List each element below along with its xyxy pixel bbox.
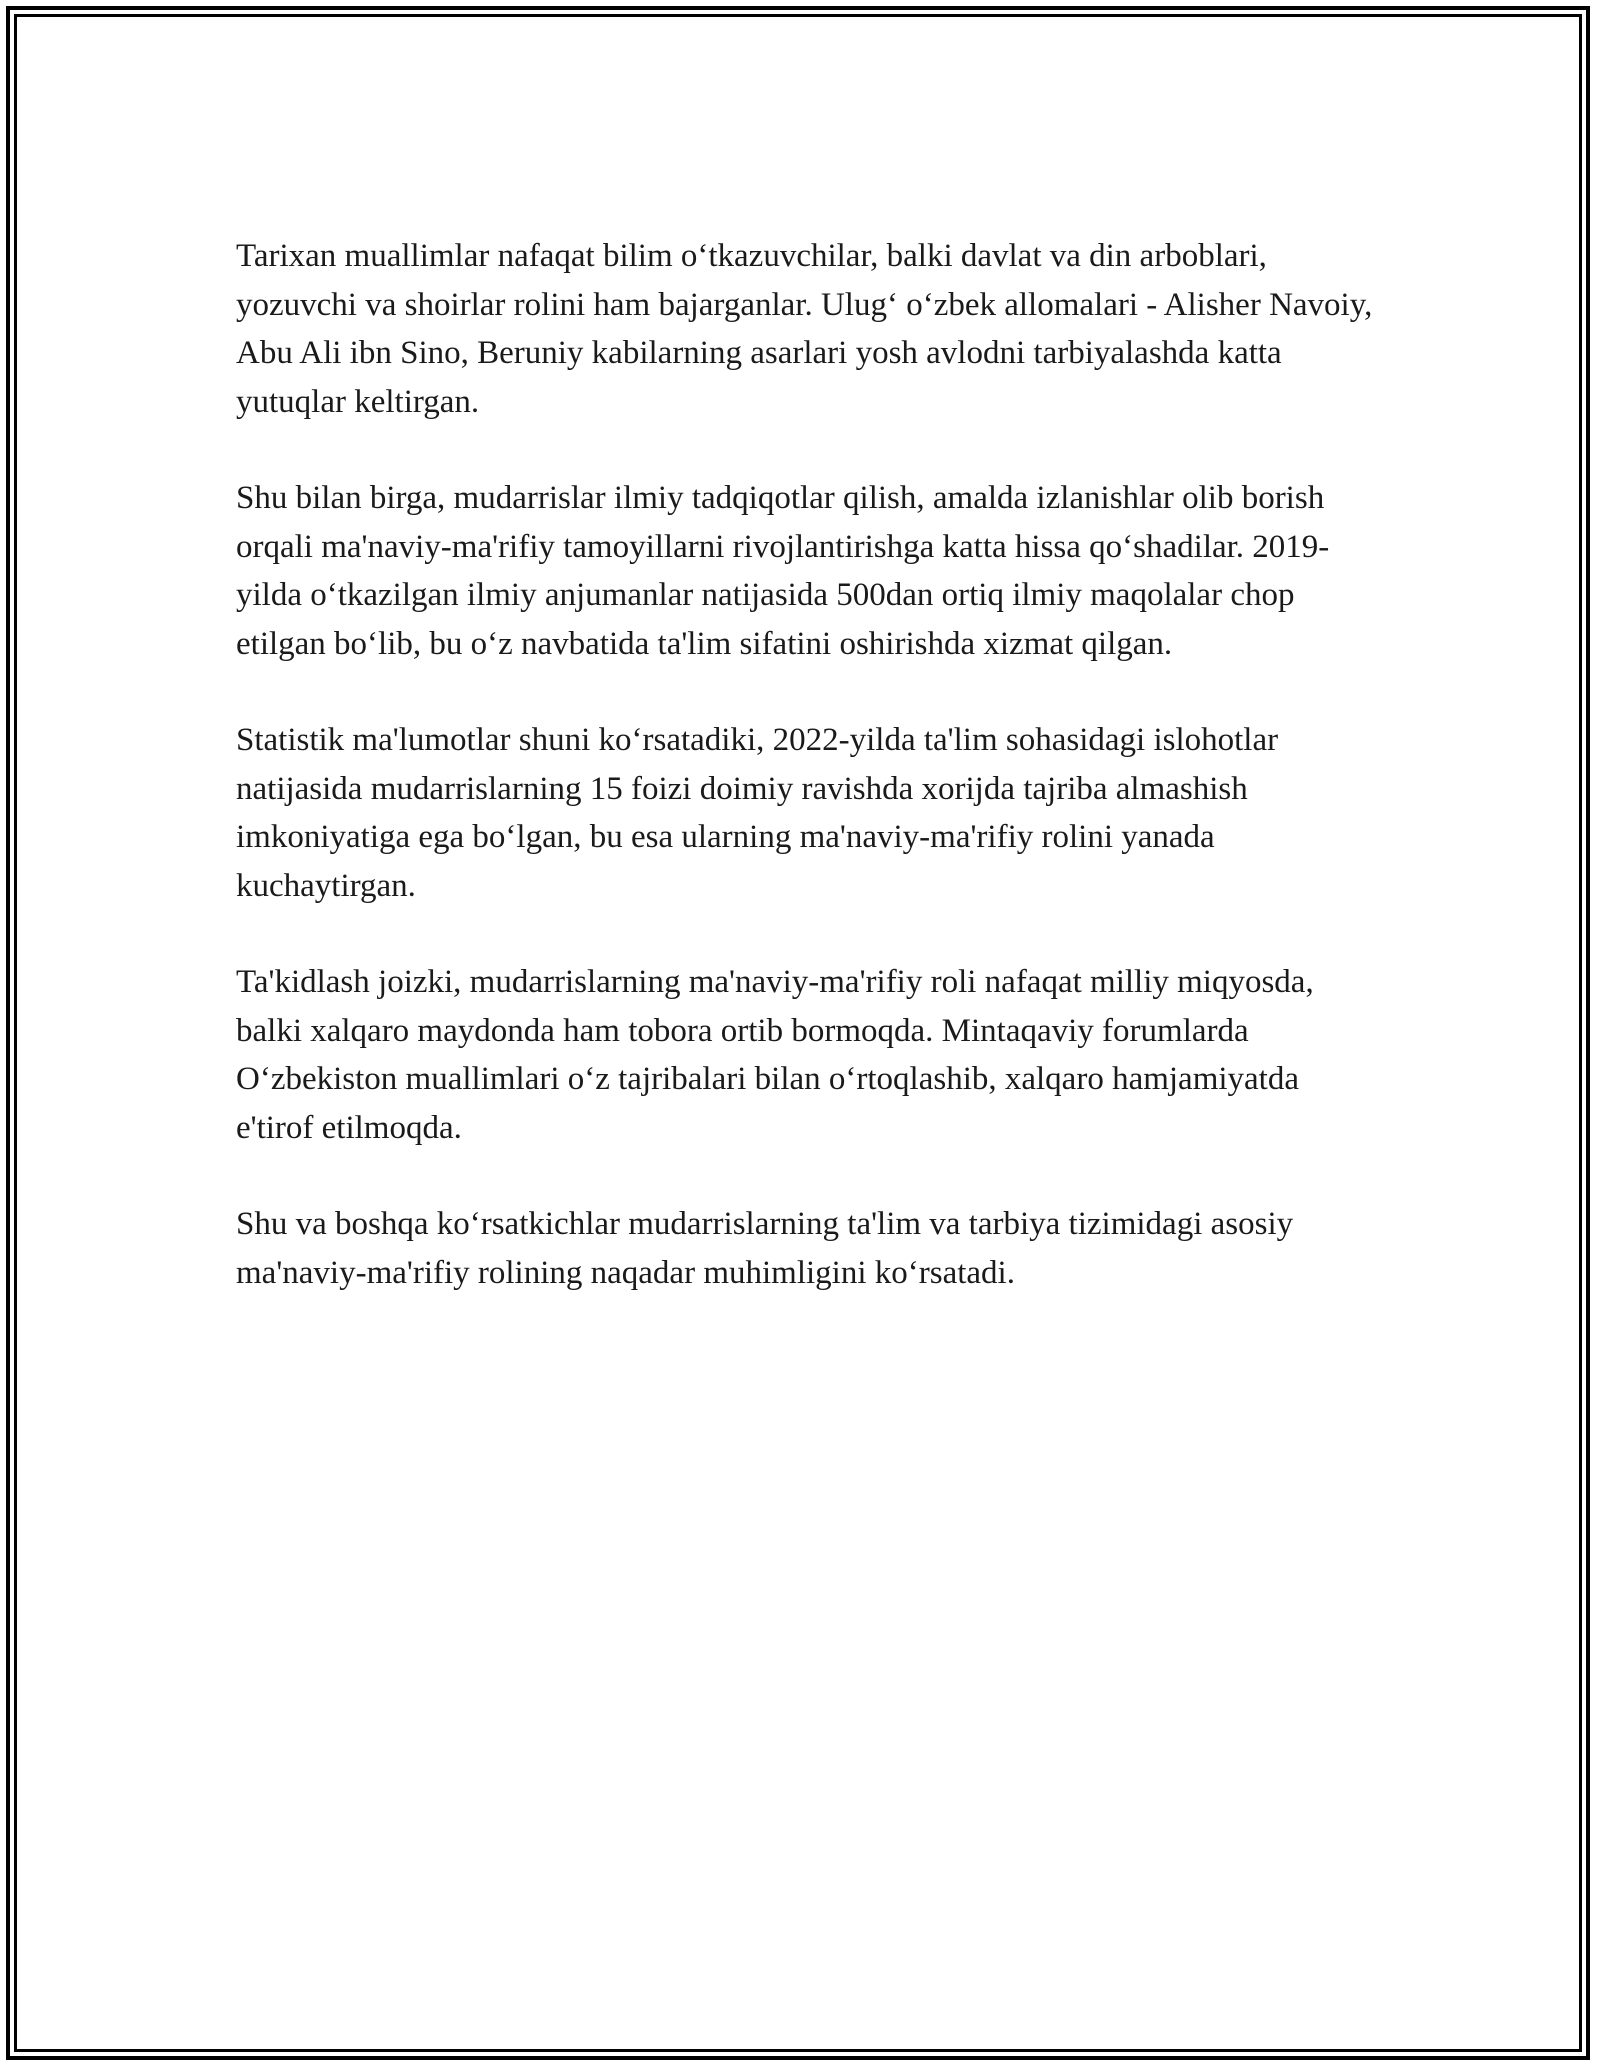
paragraph-2: Shu bilan birga, mudarrislar ilmiy tadqiqotlar qilish, amalda izlanishlar olib borish orqali ma'naviy-ma'rifiy tamoyillarni rivojlantirishga katta hissa qo‘shadilar. 2019-yilda o‘tkazilgan ilmiy anjumanlar natijasida 500dan ortiq ilmiy maqolalar chop etilgan bo‘lib, bu o‘z navbatida ta'lim sifatini oshirishda xizmat qilgan.: [236, 480, 1330, 662]
paragraph-5: Shu va boshqa ko‘rsatkichlar mudarrislarning ta'lim va tarbiya tizimidagi asosiy ma'naviy-ma'rifiy rolining naqadar muhimligini ko‘rsatadi.: [236, 1206, 1294, 1291]
paragraph-1: Tarixan muallimlar nafaqat bilim o‘tkazuvchilar, balki davlat va din arboblari, yozuvchi va shoirlar rolini ham bajarganlar. Ulug‘ o‘zbek allomalari - Alisher Navoiy, Abu Ali ibn Sino, Beruniy kabilarning asarlari yosh avlodni tarbiyalashda katta yutuqlar keltirgan.: [236, 238, 1373, 420]
paragraph-4: Ta'kidlash joizki, mudarrislarning ma'naviy-ma'rifiy roli nafaqat milliy miqyosda, balki xalqaro maydonda ham tobora ortib bormoqda. Mintaqaviy forumlarda O‘zbekiston muallimlari o‘z tajribalari bilan o‘rtoqlashib, xalqaro hamjamiyatda e'tirof etilmoqda.: [236, 964, 1314, 1146]
document-body: [236, 232, 1376, 1345]
paragraph-3: Statistik ma'lumotlar shuni ko‘rsatadiki, 2022-yilda ta'lim sohasidagi islohotlar natijasida mudarrislarning 15 foizi doimiy ravishda xorijda tajriba almashish imkoniyatiga ega bo‘lgan, bu esa ularning ma'naviy-ma'rifiy rolini yanada kuchaytirgan.: [236, 722, 1279, 904]
